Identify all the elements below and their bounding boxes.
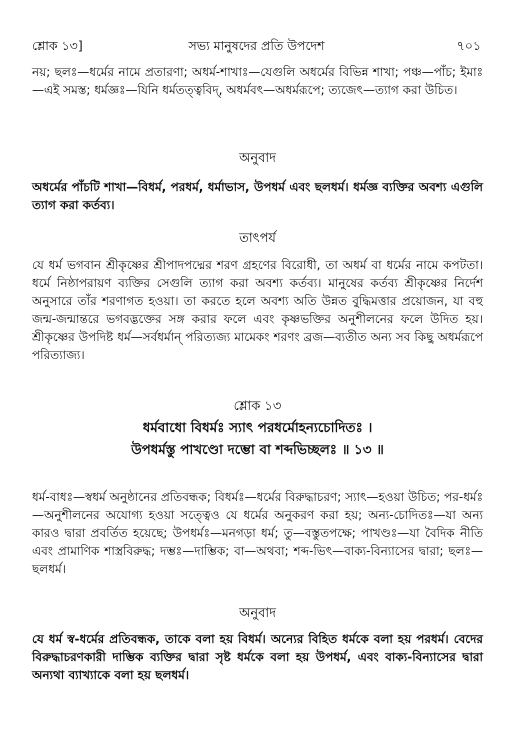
translation1-text: অধর্মের পাঁচটি শাখা—বিধর্ম, পরধর্ম, ধর্মাভাস, উপধর্ম এবং ছলধর্ম। ধর্মজ্ঞ ব্যক্তির অবশ্য এগুলি ত্যাগ করা কর্তব্য। xyxy=(32,180,483,212)
purport-heading-wrap xyxy=(32,230,483,250)
purport-heading: তাৎপর্য xyxy=(239,231,276,246)
translation2-text: যে ধর্ম স্ব-ধর্মের প্রতিবন্ধক, তাকে বলা হয় বিধর্ম। অন্যের বিহিত ধর্মকে বলা হয় পরধর্ম। বেদের বিরুদ্ধাচরণকারী দাম্ভিক ব্যক্তির দ্বারা সৃষ্ট ধর্মকে বলা হয় উপধর্ম, এবং বাক্য-বিন্যাসের দ্বারা অন্যথা ব্যাখ্যাকে বলা হয় ছলধর্ম। xyxy=(32,632,483,682)
page-number: ৭০১ xyxy=(456,38,481,53)
purport-text: যে ধর্ম ভগবান শ্রীকৃষ্ণের শ্রীপাদপদ্মের শরণ গ্রহণের বিরোধী, তা অধর্ম বা ধর্মের নামে কপটতা। ধর্মে নিষ্ঠাপরায়ণ ব্যক্তির সেগুলি ত্যাগ করা অবশ্য কর্তব্য। মানুষের কর্তব্য শ্রীকৃষ্ণের নির্দেশ অনুসারে তাঁর শরণাগত হওয়া। তা করতে হলে অবশ্য অতি উন্নত বুদ্ধিমত্তার প্রয়োজন, যা বহু জন্ম-জন্মান্তরে ভগবদ্ভক্তের সঙ্গ করার ফলে এবং কৃষ্ণভক্তির অনুশীলনের ফলে উদিত হয়। শ্রীকৃষ্ণের উপদিষ্ট ধর্ম—সর্বধর্মান্ পরিত্যজ্য মামেকং শরণং ব্রজ—ব্যতীত অন্য সব কিছু অধর্মরূপে পরিত্যাজ্য। xyxy=(32,258,483,362)
header-verse-ref: শ্লোক ১৩] xyxy=(32,38,83,53)
translation1-heading-wrap xyxy=(32,150,483,170)
verse-title: শ্লোক ১৩ xyxy=(233,399,282,414)
verse-line-1: ধর্মবাধো বিধর্মঃ স্যাৎ পরধর্মোহন্যচোদিতঃ । xyxy=(142,420,373,436)
translation2-heading: অনুবাদ xyxy=(239,606,276,621)
running-header xyxy=(32,38,481,56)
header-chapter-title: সভ্য মানুষদের প্রতি উপদেশ xyxy=(188,38,325,53)
synonyms-verse: ধর্ম-বাধঃ—স্বধর্ম অনুষ্ঠানের প্রতিবন্ধক; বিধর্মঃ—ধর্মের বিরুদ্ধাচরণ; স্যাৎ—হওয়া উচিত; পর-ধর্মঃ—অনুশীলনের অযোগ্য হওয়া সত্ত্বেও যে ধর্মের অনুকরণ করা হয়; অন্য-চোদিতঃ—যা অন্য কারও দ্বারা প্রবর্তিত হয়েছে; উপধর্মঃ—মনগড়া ধর্ম; তু—বস্তুতপক্ষে; পাখণ্ডঃ—যা বৈদিক নীতি এবং প্রামাণিক শাস্ত্রবিরুদ্ধ; দম্ভঃ—দাম্ভিক; বা—অথবা; শব্দ-ভিৎ—বাক্য-বিন্যাসের দ্বারা; ছলঃ—ছলধর্ম। xyxy=(32,490,483,576)
translation2-heading-wrap xyxy=(32,605,483,625)
synonyms-top: নয়; ছলঃ—ধর্মের নামে প্রতারণা; অধর্ম-শাখাঃ—যেগুলি অধর্মের বিভিন্ন শাখা; পঞ্চ—পাঁচ; ইমাঃ—এই সমস্ত; ধর্মজ্ঞঃ—যিনি ধর্মতত্ত্ববিদ্, অধর্মবৎ—অধর্মরূপে; ত্যজেৎ—ত্যাগ করা উচিত। xyxy=(32,65,483,97)
verse-line-2: উপধর্মস্তু পাখণ্ডো দম্ভো বা শব্দভিচ্ছলঃ ॥ ১৩ ॥ xyxy=(131,442,384,458)
translation1-heading: অনুবাদ xyxy=(239,151,276,166)
